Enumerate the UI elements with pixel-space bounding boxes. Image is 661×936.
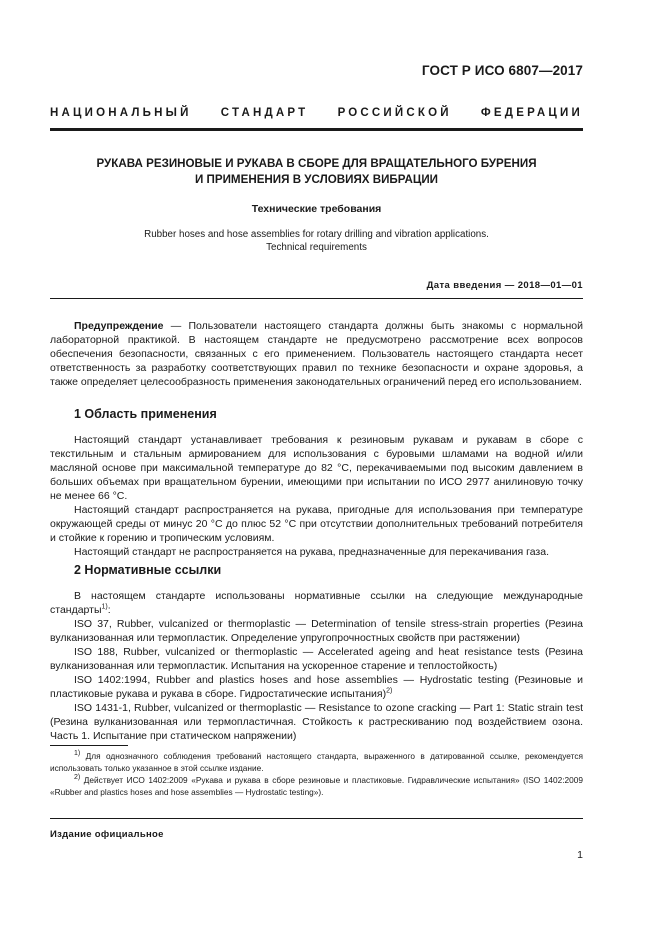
footer-rule — [50, 818, 583, 819]
footnote-ref: 1) — [101, 603, 108, 611]
banner-word: СТАНДАРТ — [220, 107, 309, 119]
banner-word: НАЦИОНАЛЬНЫЙ — [50, 107, 192, 119]
reference-item: ISO 37, Rubber, vulcanized or thermoplastic — Determination of tensile stress-strain properties (Резина вулканизованная или термопластик. Определение упругопрочностных свойств при растяжении) — [50, 618, 583, 644]
warning-text: — Пользователи настоящего стандарта должны быть знакомы с нормальной лабораторной практикой. В настоящем стандарте не предусмотрено рассмотрение всех вопросов обеспечения безопасности, связанных с его применением. Пользователь настоящего стандарта несет ответственность за разработку соответствующих правил по технике безопасности и охране здоровья, а также определяет целесообразность применения законодательных ограничений перед его использованием. — [50, 320, 583, 388]
english-title — [50, 229, 583, 254]
document-number: ГОСТ Р ИСО 6807—2017 — [421, 63, 583, 78]
references-text — [50, 589, 583, 743]
section-heading-references: 2 Нормативные ссылки — [74, 563, 222, 577]
scope-text — [50, 433, 583, 559]
date-rule — [50, 298, 583, 299]
warning-label: Предупреждение — [74, 320, 164, 332]
english-title-line: Technical requirements — [266, 241, 367, 253]
english-title-line: Rubber hoses and hose assemblies for rotary drilling and vibration applications. — [144, 229, 489, 240]
reference-item: ISO 1402:1994, Rubber and plastics hoses and hose assemblies — Hydrostatic testing (Резиновые и пластиковые рукава и рукава в сборе. Гидростатические испытания)$^{2)}$ — [50, 674, 583, 700]
title-line: РУКАВА РЕЗИНОВЫЕ И РУКАВА В СБОРЕ ДЛЯ ВРАЩАТЕЛЬНОГО БУРЕНИЯ — [96, 157, 537, 170]
page-number: 1 — [577, 849, 583, 861]
reference-item: ISO 1431-1, Rubber, vulcanized or thermoplastic — Resistance to ozone cracking — Part 1: Static strain test (Резина вулканизованная или термопластичная. Стойкость к растрескиванию под воздействием озона. Часть 1. Испытание при статическом напряжении) — [50, 702, 583, 742]
section-heading-scope: 1 Область применения — [74, 407, 217, 421]
footnote: $^{2)}$ Действует ИСО 1402:2009 «Рукава и рукава в сборе резиновые и пластиковые. Гидравлические испытания» (ISO 1402:2009 «Rubber and plastics hoses and hose assemblies — Hydrostatic testing»). — [50, 774, 583, 797]
warning-paragraph — [50, 319, 583, 389]
title-line: И ПРИМЕНЕНИЯ В УСЛОВИЯХ ВИБРАЦИИ — [194, 173, 438, 186]
scope-paragraph: Настоящий стандарт распространяется на рукава, пригодные для использования при температуре окружающей среды от минус 20 °С до плюс 52 °С при отсутствии дополнительных требований потребителя и стойкие к горению и тропическим условиям. — [50, 504, 583, 544]
document-subtitle: Технические требования — [251, 203, 382, 215]
banner-word: РОССИЙСКОЙ — [337, 107, 452, 119]
references-intro: В настоящем стандарте использованы нормативные ссылки на следующие международные стандарты$^{1)}$: — [50, 590, 583, 616]
footnotes — [50, 750, 583, 798]
scope-paragraph: Настоящий стандарт устанавливает требования к резиновым рукавам и рукавам в сборе с текстильным и стальным армированием для использования с буровыми шламами на водной и/или масляной основе при максимальной температуре до 82 °С, перекачиваемыми под высоким давлением в больших объемах при вращательном бурении, имеющими при испытании по ИСО 2977 анилиновую точку не менее 66 °С. — [50, 434, 583, 502]
official-edition-label: Издание официальное — [50, 829, 164, 840]
scope-paragraph: Настоящий стандарт не распространяется на рукава, предназначенные для перекачивания газа. — [74, 546, 549, 558]
footnote: $^{1)}$ Для однозначного соблюдения требований настоящего стандарта, выраженного в датированной ссылке, рекомендуется использовать только указанное в этой ссылке издание. — [50, 750, 583, 773]
header-rule — [50, 128, 583, 131]
banner-word: ФЕДЕРАЦИИ — [480, 107, 583, 119]
introduction-date: Дата введения — 2018—01—01 — [426, 280, 583, 291]
reference-item: ISO 188, Rubber, vulcanized or thermoplastic — Accelerated ageing and heat resistance tests (Резина вулканизованная или термопластик. Испытания на ускоренное старение и теплостойкость) — [50, 646, 583, 672]
document-title — [50, 156, 583, 188]
national-standard-banner — [50, 107, 583, 119]
footnote-separator — [50, 745, 128, 746]
footnote-ref: 2) — [386, 687, 393, 695]
